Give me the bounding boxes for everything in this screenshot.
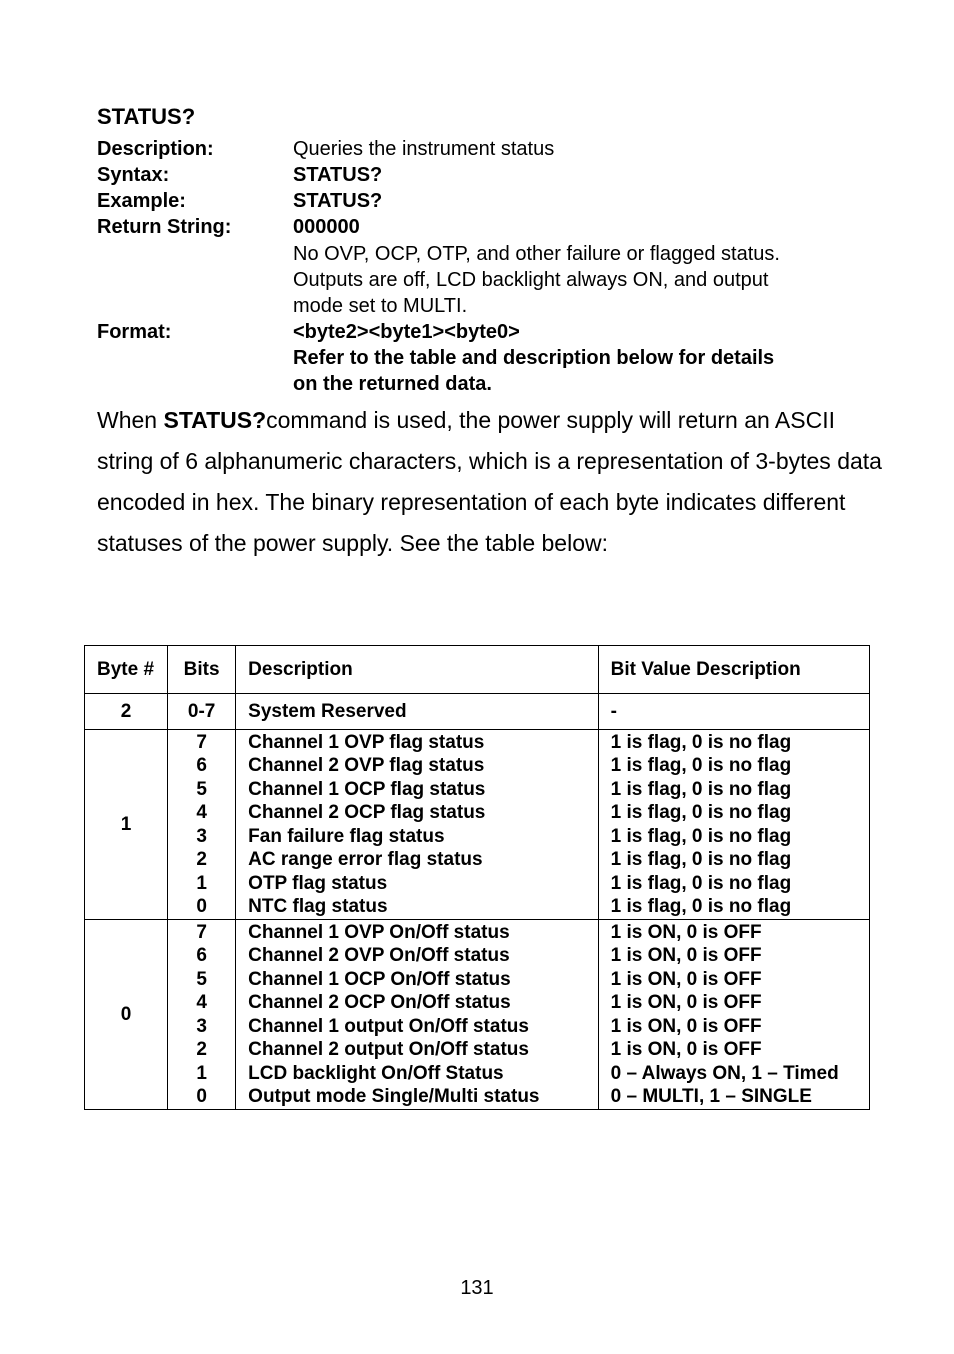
description-value: Queries the instrument status	[293, 138, 555, 160]
format-value: <byte2><byte1><byte0>	[293, 321, 520, 343]
bit-description: Fan failure flag status	[248, 825, 445, 847]
bit-description: Output mode Single/Multi status	[248, 1086, 540, 1107]
bit-value-description: 1 is ON, 0 is OFF	[610, 945, 762, 966]
format-label: Format:	[97, 321, 172, 343]
byte0-bits	[168, 920, 236, 1110]
bit-description: Channel 2 OCP On/Off status	[248, 992, 511, 1013]
description-label: Description:	[97, 138, 214, 160]
bit-value-description: 0 – Always ON, 1 – Timed	[610, 1062, 839, 1084]
bit-description: Channel 1 OVP flag status	[248, 731, 485, 753]
bit-value-description: 1 is ON, 0 is OFF	[610, 1015, 762, 1037]
example-label: Example:	[97, 190, 186, 212]
byte1-descriptions	[236, 730, 598, 920]
bit-description: OTP flag status	[248, 872, 388, 894]
bit-description: NTC flag status	[248, 896, 388, 917]
return-note-line-3: mode set to MULTI.	[293, 295, 468, 317]
status-byte-table	[84, 645, 870, 1110]
format-note-line-2: on the returned data.	[293, 373, 492, 395]
format-note-line-1: Refer to the table and description below for details	[293, 347, 775, 369]
header-byte: Byte #	[85, 646, 168, 694]
byte0-descriptions	[236, 920, 598, 1110]
bit-number: 2	[196, 849, 207, 870]
bit-number: 0	[196, 896, 207, 917]
return-string-value: 000000	[293, 216, 360, 238]
byte1-number: 1	[85, 730, 168, 920]
byte2-bits: 0-7	[168, 694, 236, 730]
explanation-paragraph	[97, 400, 887, 564]
bit-value-description: 1 is flag, 0 is no flag	[610, 755, 792, 776]
paragraph-rest: command is used, the power supply will return an ASCII string of 6 alphanumeric characters, which is a representation of 3-bytes data encoded in hex. The binary representation of each byte indicates different statuses of the power supply. See the table below:	[97, 407, 882, 556]
bit-number: 1	[196, 872, 207, 894]
paragraph-prefix: When	[97, 407, 164, 433]
header-description: Description	[236, 646, 598, 694]
bit-value-description: 1 is flag, 0 is no flag	[610, 778, 792, 800]
bit-description: Channel 2 OVP flag status	[248, 755, 485, 776]
byte2-number: 2	[85, 694, 168, 730]
bit-value-description: 1 is flag, 0 is no flag	[610, 825, 792, 847]
bit-description: AC range error flag status	[248, 849, 483, 870]
table-header-row	[85, 646, 870, 694]
syntax-label: Syntax:	[97, 164, 170, 186]
bit-value-description: 1 is ON, 0 is OFF	[610, 1039, 762, 1060]
table-row-byte2	[85, 694, 870, 730]
bit-description: Channel 2 output On/Off status	[248, 1039, 529, 1060]
bit-description: Channel 1 OVP On/Off status	[248, 921, 510, 943]
byte1-bits	[168, 730, 236, 920]
bit-value-description: 1 is ON, 0 is OFF	[610, 968, 762, 990]
bit-value-description: 0 – MULTI, 1 – SINGLE	[610, 1086, 812, 1107]
bit-number: 5	[196, 968, 207, 990]
bit-description: Channel 2 OVP On/Off status	[248, 945, 510, 966]
byte0-number: 0	[85, 920, 168, 1110]
bit-number: 2	[196, 1039, 207, 1060]
example-value: STATUS?	[293, 190, 383, 212]
return-string-label: Return String:	[97, 216, 232, 238]
paragraph-command: STATUS?	[163, 407, 267, 433]
bit-number: 4	[196, 992, 207, 1013]
bit-number: 6	[196, 945, 207, 966]
page-number: 131	[460, 1277, 494, 1299]
bit-number: 6	[196, 755, 207, 776]
table-row-byte1	[85, 730, 870, 920]
byte2-bit-value: -	[598, 694, 869, 730]
bit-number: 7	[196, 921, 207, 943]
bit-description: LCD backlight On/Off Status	[248, 1062, 504, 1084]
bit-number: 3	[196, 825, 207, 847]
bit-number: 4	[196, 802, 207, 823]
bit-number: 0	[196, 1086, 207, 1107]
bit-description: Channel 1 output On/Off status	[248, 1015, 529, 1037]
bit-value-description: 1 is flag, 0 is no flag	[610, 872, 792, 894]
syntax-value: STATUS?	[293, 164, 383, 186]
bit-number: 1	[196, 1062, 207, 1084]
byte0-bit-values	[598, 920, 869, 1110]
return-note-line-2: Outputs are off, LCD backlight always ON, and output	[293, 269, 769, 291]
bit-description: Channel 1 OCP flag status	[248, 778, 486, 800]
byte1-bit-values	[598, 730, 869, 920]
table-row-byte0	[85, 920, 870, 1110]
bit-value-description: 1 is ON, 0 is OFF	[610, 992, 762, 1013]
bit-number: 3	[196, 1015, 207, 1037]
command-heading: STATUS?	[97, 104, 196, 129]
bit-value-description: 1 is flag, 0 is no flag	[610, 896, 792, 917]
bit-value-description: 1 is ON, 0 is OFF	[610, 921, 762, 943]
bit-value-description: 1 is flag, 0 is no flag	[610, 731, 792, 753]
bit-number: 7	[196, 731, 207, 753]
return-note-line-1: No OVP, OCP, OTP, and other failure or flagged status.	[293, 243, 780, 265]
header-bit-value: Bit Value Description	[598, 646, 869, 694]
bit-value-description: 1 is flag, 0 is no flag	[610, 849, 792, 870]
byte2-description: System Reserved	[236, 694, 598, 730]
bit-description: Channel 1 OCP On/Off status	[248, 968, 511, 990]
bit-number: 5	[196, 778, 207, 800]
header-bits: Bits	[168, 646, 236, 694]
bit-description: Channel 2 OCP flag status	[248, 802, 486, 823]
bit-value-description: 1 is flag, 0 is no flag	[610, 802, 792, 823]
